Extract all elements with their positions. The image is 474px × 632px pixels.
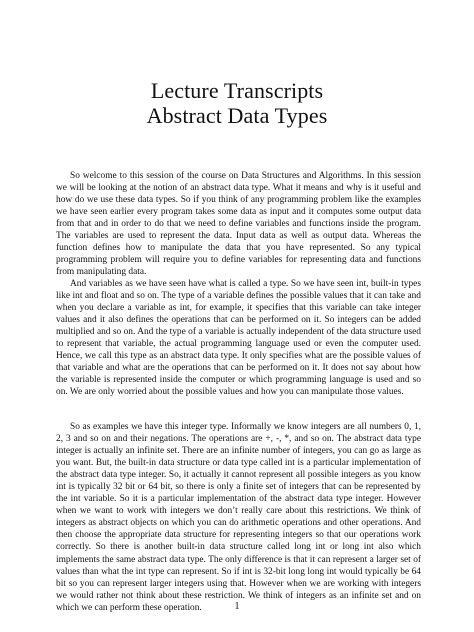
document-title [0,78,474,128]
paragraph-1: So welcome to this session of the course on Data Structures and Algorithms. In this session we will be looking at the notion of an abstract data type. What it means and why is it useful and how do we use these data types. So if you think of any programming problem like the examples we have seen earlier every program takes some data as input and it computes some output data from that and in order to do that we need to define variables and functions inside the program. The variables are used to represent the data. Input data as well as output data. Whereas the function defines how to manipulate the data that you have represented. So any typical programming problem will require you to define variables for representing data and functions from manipulating data. [56,171,421,278]
paragraph-2: And variables as we have seen have what is called a type. So we have seen int, built-in types like int and float and so on. The type of a variable defines the possible values that it can take and when you declare a variable as int, for example, it specifies that this variable can take integer values and it also defines the operations that can be performed on it. So integers can be added multiplied and so on. And the type of a variable is actually independent of the data structure used to represent that variable, the actual programming language used or even the computer used. Hence, we call this type as an abstract data type. It only specifies what are the possible values of that variable and what are the operations that can be performed on it. It does not say about how the variable is represented inside the computer or which programming language is used and so on. We are only worried about the possible values and how you can manipulate those values. [56,279,421,398]
page-number: 1 [234,601,240,612]
title-line-2: Abstract Data Types [146,103,328,128]
title-line-1: Lecture Transcripts [150,78,324,103]
paragraph-3: So as examples we have this integer type. Informally we know integers are all numbers 0, 1, 2, 3 and so on and their negations. The operations are +, -, *, and so on. The abstract data type integer is actually an infinite set. There are an infinite number of integers, you can go as large as you want. But, the built-in data structure or data type called int is a particular implementation of the abstract data type integer. So, it actually it cannot represent all possible integers as you know int is typically 32 bit or 64 bit, so there is only a finite set of integers that can be represented by the int variable. So it is a particular implementation of the abstract data type integer. However when we want to work with integers we don’t really care about this restrictions. We think of integers as abstract objects on which you can do arithmetic operations and other operations. And then choose the appropriate data structure for representing integers so that our operations work correctly. So there is another built-in data structure called long int or long int also which implements the same abstract data type. The only difference is that it can represent a larger set of values than what the int type can represent. So if int is 32-bit long long int would typically be 64 bit so you can represent larger integers using that. However when we are working with integers we would rather not think about these restriction. We think of integers as an infinite set and on which we can perform these operation. [56,422,421,613]
